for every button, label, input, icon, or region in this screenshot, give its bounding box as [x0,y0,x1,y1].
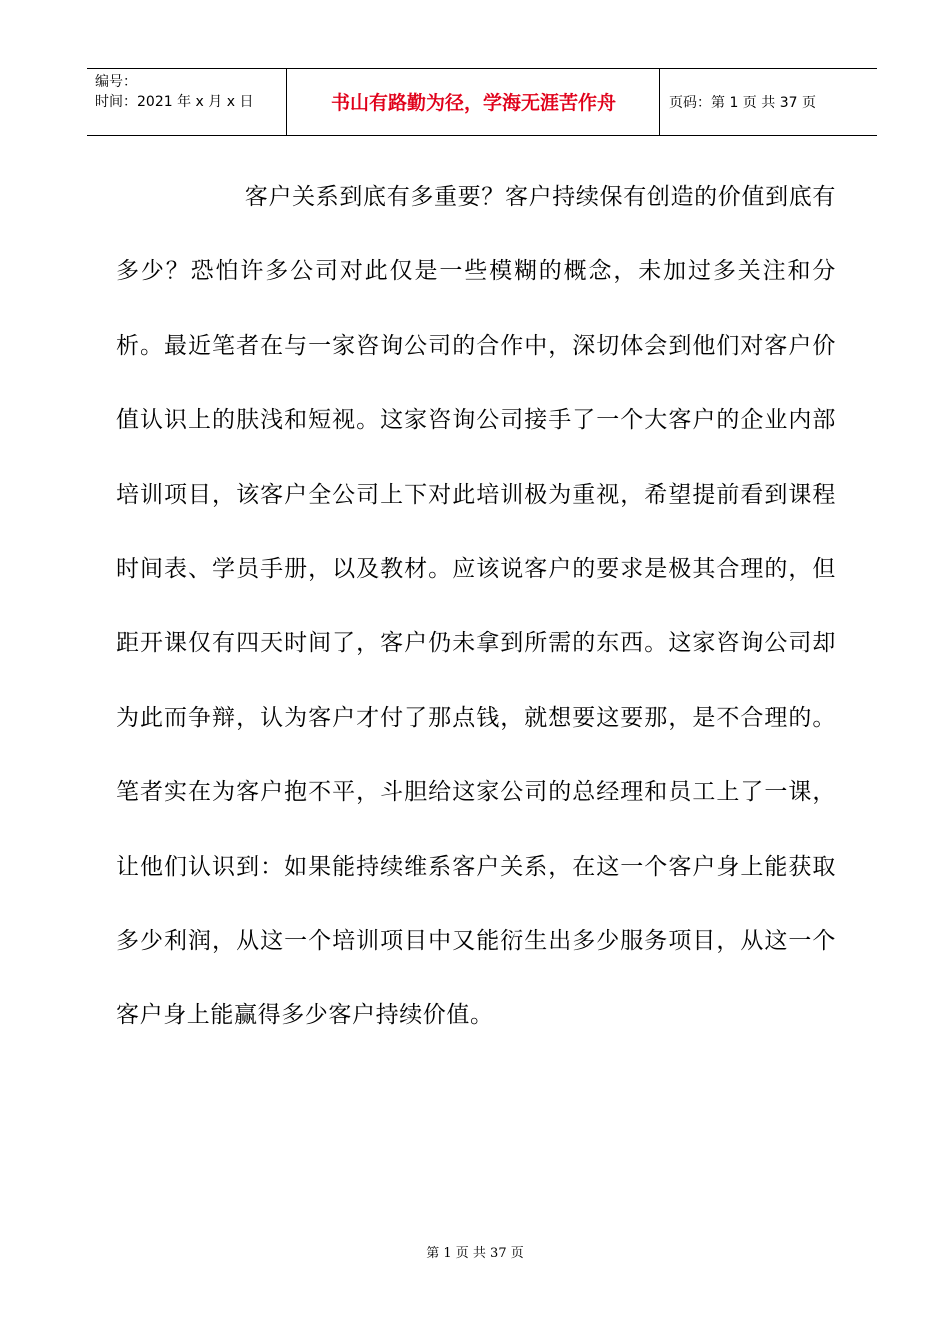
motto-text: 书山有路勤为径，学海无涯苦作舟 [330,92,616,114]
page-header [87,68,877,136]
body-paragraph: 客户关系到底有多重要？客户持续保有创造的价值到底有多少？恐怕许多公司对此仅是一些模糊的概念，未加过多关注和分析。最近笔者在与一家咨询公司的合作中，深切体会到他们对客户价值认识上的肤浅和短视。这家咨询公司接手了一个大客户的企业内部培训项目，该客户全公司上下对此培训极为重视，希望提前看到课程时间表、学员手册，以及教材。应该说客户的要求是极其合理的，但距开课仅有四天时间了，客户仍未拿到所需的东西。这家咨询公司却为此而争辩，认为客户才付了那点钱，就想要这要那，是不合理的。笔者实在为客户抱不平，斗胆给这家公司的总经理和员工上了一课，让他们认识到：如果能持续维系客户关系，在这一个客户身上能获取多少利润，从这一个培训项目中又能衍生出多少服务项目，从这一个客户身上能赢得多少客户持续价值。 [116,184,836,1029]
page-footer: 第 1 页 共 37 页 [426,1246,524,1261]
date-label: 时间：2021 年 x 月 x 日 [95,94,254,110]
header-page-cell [660,69,877,135]
serial-number-label: 编号： [95,74,137,90]
header-motto-cell [287,69,660,135]
header-page-number: 页码：第 1 页 共 37 页 [669,95,816,111]
header-meta-cell [87,69,287,135]
